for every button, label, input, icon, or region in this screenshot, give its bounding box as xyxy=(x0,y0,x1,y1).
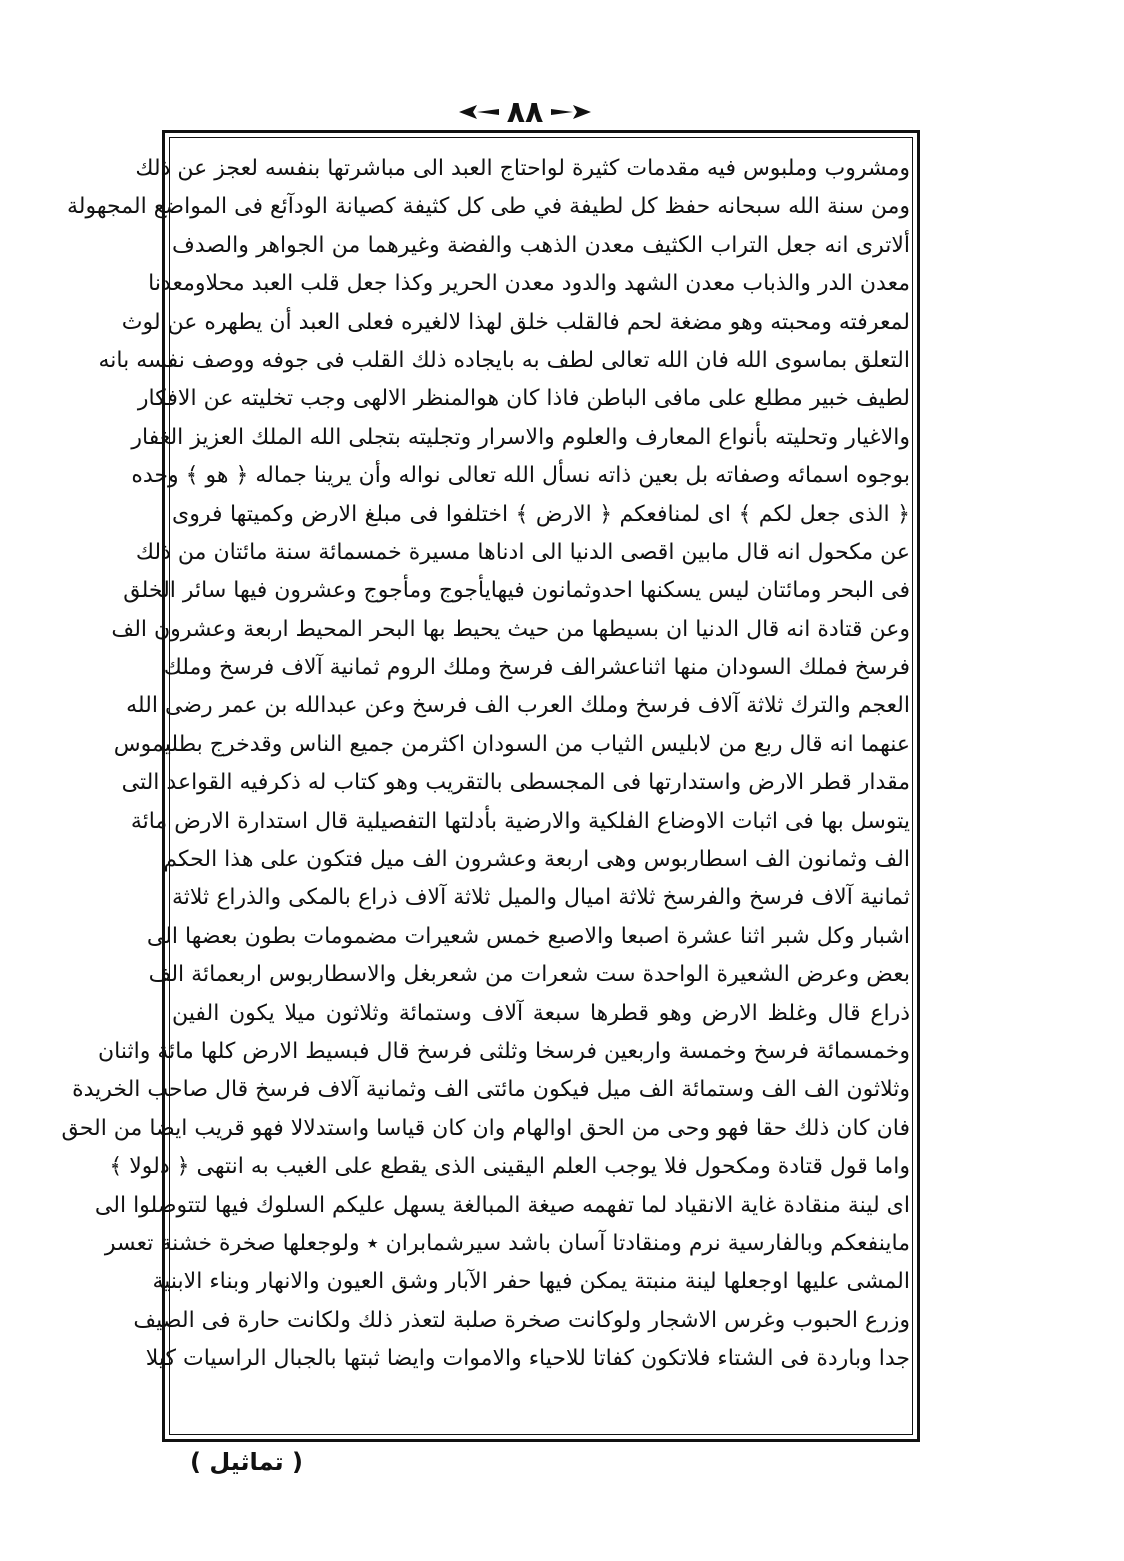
text-line: والاغيار وتحليته بأنواع المعارف والعلوم والاسرار وتجليته بتجلى الله الملك العزيز الغفار xyxy=(131,424,910,450)
text-line: الف وثمانون الف اسطاربوس وهى اربعة وعشرون الف ميل فتكون على هذا الحكم xyxy=(163,847,910,873)
catchword: ( تماثيل ) xyxy=(190,1448,303,1476)
text-line: عن مكحول انه قال مابين اقصى الدنيا الى ادناها مسيرة خمسمائة سنة مائتان من ذلك xyxy=(135,539,910,565)
text-line: ذراع قال وغلظ الارض وهو قطرها سبعة آلاف وستمائة وثلاثون ميلا يكون الفين xyxy=(172,1000,910,1026)
text-line: المشى عليها اوجعلها لينة منبتة يمكن فيها حفر الآبار وشق العيون والانهار وبناء الابنية xyxy=(152,1269,910,1295)
page-header xyxy=(455,92,595,132)
text-line: وعن قتادة انه قال الدنيا ان بسيطها من حيث يحيط بها البحر المحيط اربعة وعشرون الف xyxy=(111,616,910,642)
right-ornament-icon xyxy=(549,103,593,121)
text-line: بعض وعرض الشعيرة الواحدة ست شعرات من شعربغل والاسطاربوس اربعمائة الف xyxy=(148,962,910,988)
text-line: عنهما انه قال ربع من لابليس الثياب من السودان اكثرمن جميع الناس وقدخرج بطليموس xyxy=(113,731,910,757)
text-line: مقدار قطر الارض واستدارتها فى المجسطى بالتقريب وهو كتاب له ذكرفيه القواعد التى xyxy=(121,770,910,796)
text-line: وخمسمائة فرسخ وخمسة واربعين فرسخا وثلثى فرسخ قال فبسيط الارض كلها مائة واثنان xyxy=(97,1038,910,1064)
text-line: جدا وباردة فى الشتاء فلاتكون كفاتا للاحياء والاموات وايضا ثبتها بالجبال الراسيات كيلا xyxy=(145,1346,910,1372)
text-line: العجم والترك ثلاثة آلاف فرسخ وملك العرب الف فرسخ وعن عبدالله بن عمر رضى الله xyxy=(126,693,910,719)
text-line: وثلاثون الف الف وستمائة الف ميل فيكون مائتى الف وثمانية آلاف فرسخ قال صاحب الخريدة xyxy=(72,1077,910,1103)
text-line: ألاترى انه جعل التراب الكثيف معدن الذهب والفضة وغيرهما من الجواهر والصدف xyxy=(172,232,910,258)
text-line: فان كان ذلك حقا فهو وحى من الحق اوالهام وان كان قياسا واستدلالا فهو قريب ايضا من الحق xyxy=(61,1115,910,1141)
text-line: التعلق بماسوى الله فان الله تعالى لطف به بايجاده ذلك القلب فى جوفه ووصف نفسه بانه xyxy=(98,347,910,373)
page-number: ٨٨ xyxy=(506,94,544,130)
text-line: ﴿ الذى جعل لكم ﴾ اى لمنافعكم ﴿ الارض ﴾ اختلفوا فى مبلغ الارض وكميتها فروى xyxy=(172,501,910,527)
text-line: ومشروب وملبوس فيه مقدمات كثيرة لواحتاج العبد الى مباشرتها بنفسه لعجز عن ذلك xyxy=(135,156,910,181)
text-line: وزرع الحبوب وغرس الاشجار ولوكانت صخرة صلبة لتعذر ذلك ولكانت حارة فى الصيف xyxy=(133,1307,910,1333)
text-line: بوجوه اسمائه وصفاته بل بعين ذاته نسأل الله تعالى نواله وأن يرينا جماله ﴿ هو ﴾ وحده xyxy=(131,463,910,489)
text-line: اشبار وكل شبر اثنا عشرة اصبعا والاصبع خمس شعيرات مضمومات بطون بعضها الى xyxy=(146,923,910,949)
text-line xyxy=(172,1379,910,1417)
text-line: واما قول قتادة ومكحول فلا يوجب العلم اليقينى الذى يقطع على الغيب به انتهى ﴿ ذلولا ﴾ xyxy=(109,1154,910,1180)
text-line: اى لينة منقادة غاية الانقياد لما تفهمه صيغة المبالغة يسهل عليكم السلوك فيها لتتوصلوا الى xyxy=(94,1192,910,1218)
body-text xyxy=(61,150,910,1432)
text-line: لطيف خبير مطلع على مافى الباطن فاذا كان هوالمنظر الالهى وجب تخليته عن الافكار xyxy=(137,386,910,412)
left-ornament-icon xyxy=(457,103,501,121)
text-line: ومن سنة الله سبحانه حفظ كل لطيفة في طى كل كثيفة كصيانة الودآئع فى المواضع المجهولة xyxy=(66,194,910,220)
text-line: يتوسل بها فى اثبات الاوضاع الفلكية والارضية بأدلتها التفصيلية قال استدارة الارض مائة xyxy=(130,808,910,834)
text-line: لمعرفته ومحبته وهو مضغة لحم فالقلب خلق لهذا لالغيره فعلى العبد أن يطهره عن لوث xyxy=(121,309,910,335)
text-line: فى البحر ومائتان ليس يسكنها احدوثمانون فيهايأجوج ومأجوج وعشرون فيها سائر الخلق xyxy=(123,578,910,604)
text-line: فرسخ فملك السودان منها اثناعشرالف فرسخ وملك الروم ثمانية آلاف فرسخ وملك xyxy=(163,655,910,681)
text-line: ثمانية آلاف فرسخ والفرسخ ثلاثة اميال والميل ثلاثة آلاف ذراع بالمكى والذراع ثلاثة xyxy=(172,885,910,911)
text-line: معدن الدر والذباب معدن الشهد والدود معدن الحرير وكذا جعل قلب العبد محلاومعدنا xyxy=(148,271,910,297)
text-line: ماينفعكم وبالفارسية نرم ومنقادتا آسان باشد سيرشمابران ٭ ولوجعلها صخرة خشنة تعسر xyxy=(104,1230,910,1256)
